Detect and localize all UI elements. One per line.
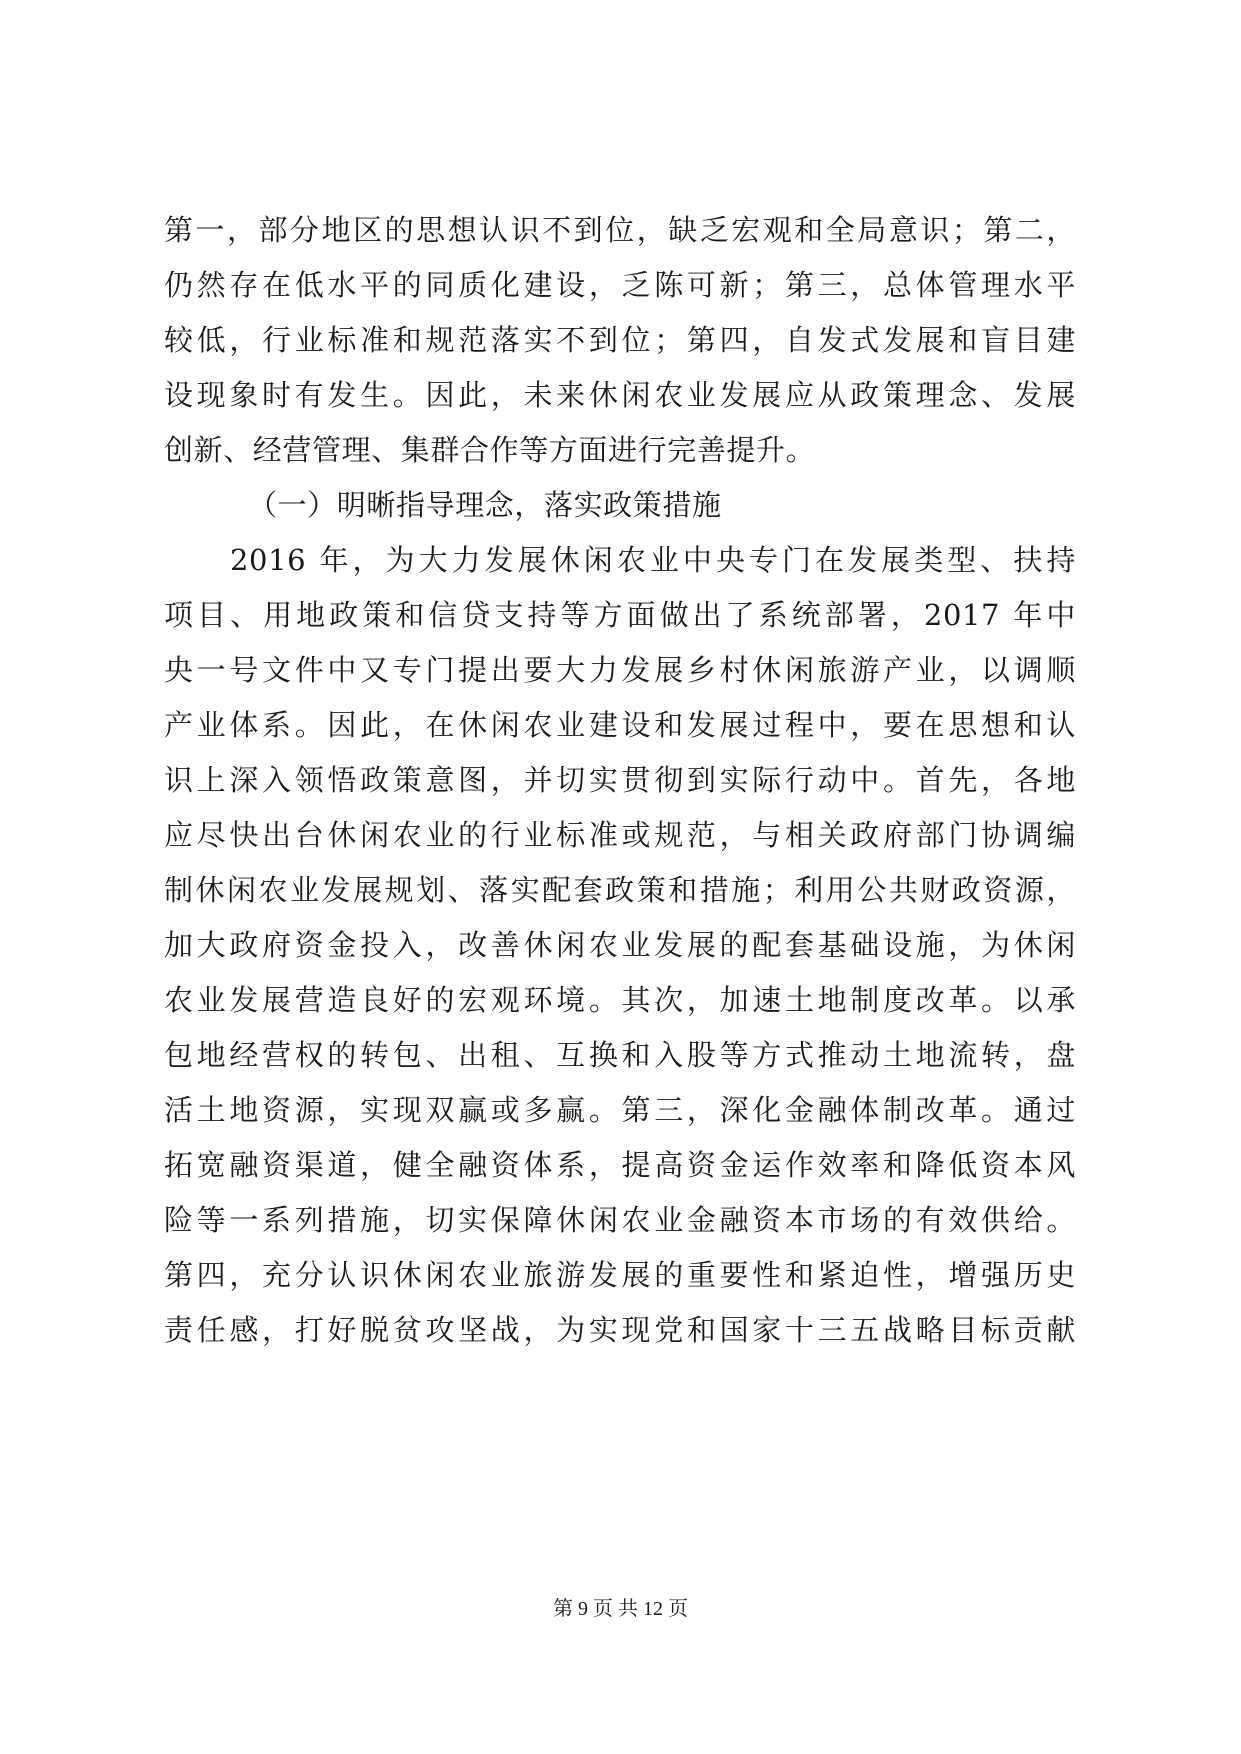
page-number-footer: 第 9 页 共 12 页 [553, 1598, 688, 1620]
body-text-line: 农业发展营造良好的宏观环境。其次，加速土地制度改革。以承 [164, 983, 1076, 1017]
body-text-line: 责任感，打好脱贫攻坚战，为实现党和国家十三五战略目标贡献 [164, 1313, 1076, 1347]
body-text-line: 央一号文件中又专门提出要大力发展乡村休闲旅游产业，以调顺 [164, 653, 1076, 687]
body-text-line: 活土地资源，实现双赢或多赢。第三，深化金融体制改革。通过 [164, 1093, 1076, 1127]
body-text-line: 较低，行业标准和规范落实不到位；第四，自发式发展和盲目建 [164, 323, 1076, 357]
body-text-line: 加大政府资金投入，改善休闲农业发展的配套基础设施，为休闲 [164, 928, 1076, 962]
body-text-line: 险等一系列措施，切实保障休闲农业金融资本市场的有效供给。 [164, 1203, 1076, 1237]
body-text-line: 第一，部分地区的思想认识不到位，缺乏宏观和全局意识；第二， [164, 213, 1076, 247]
body-text-line: 产业体系。因此，在休闲农业建设和发展过程中，要在思想和认 [164, 708, 1076, 742]
body-text-line: 设现象时有发生。因此，未来休闲农业发展应从政策理念、发展 [164, 378, 1076, 412]
body-text-line: 2016 年，为大力发展休闲农业中央专门在发展类型、扶持 [230, 543, 1076, 577]
body-text-line: 制休闲农业发展规划、落实配套政策和措施；利用公共财政资源， [164, 873, 1076, 907]
section-heading: （一）明晰指导理念，落实政策措施 [248, 488, 722, 522]
body-text-line: 应尽快出台休闲农业的行业标准或规范，与相关政府部门协调编 [164, 818, 1076, 852]
body-text-line: 仍然存在低水平的同质化建设，乏陈可新；第三，总体管理水平 [164, 268, 1076, 302]
body-text-line: 第四，充分认识休闲农业旅游发展的重要性和紧迫性，增强历史 [164, 1258, 1076, 1292]
body-text-line: 包地经营权的转包、出租、互换和入股等方式推动土地流转，盘 [164, 1038, 1076, 1072]
body-text-line: 拓宽融资渠道，健全融资体系，提高资金运作效率和降低资本风 [164, 1148, 1076, 1182]
body-text-line: 识上深入领悟政策意图，并切实贯彻到实际行动中。首先，各地 [164, 763, 1076, 797]
body-text-line: 创新、经营管理、集群合作等方面进行完善提升。 [164, 433, 816, 467]
body-text-line: 项目、用地政策和信贷支持等方面做出了系统部署，2017 年中 [164, 598, 1076, 632]
